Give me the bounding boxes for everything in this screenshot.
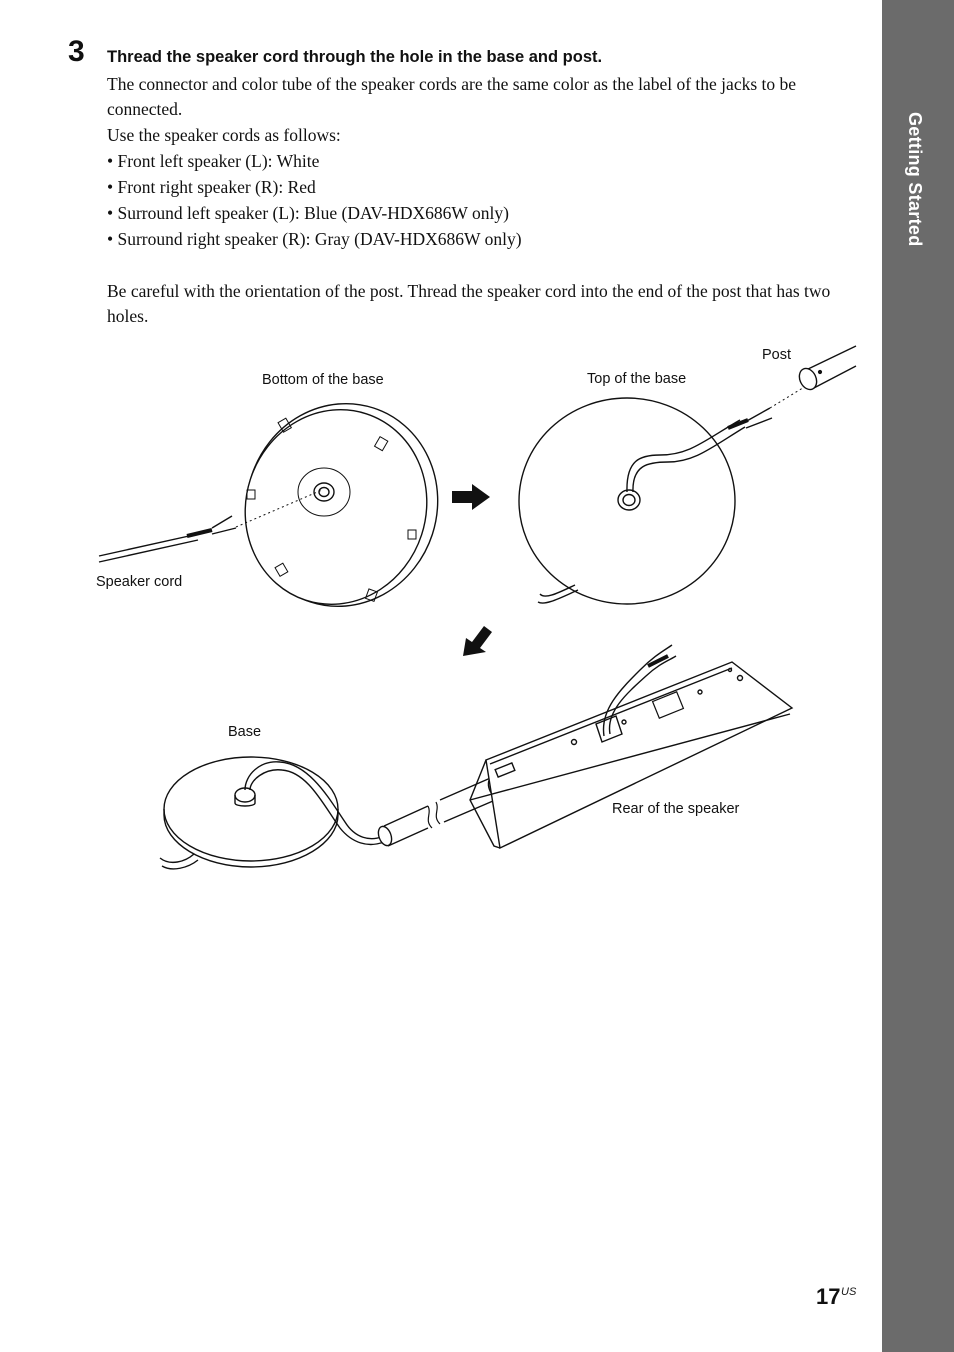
arrow-down-left-icon	[463, 626, 492, 656]
label-top-of-base: Top of the base	[587, 371, 687, 387]
page-number: 17	[816, 1284, 841, 1309]
base-top-view	[519, 346, 856, 604]
label-base: Base	[228, 724, 262, 740]
bullet-item: • Front left speaker (L): White	[107, 151, 320, 171]
page-region-suffix: US	[841, 1286, 857, 1298]
bullet-item: • Surround left speaker (L): Blue (DAV-HDX686W only)	[107, 203, 509, 223]
intro-paragraph: The connector and color tube of the speaker cords are the same color as the label of the jacks to be connected.	[107, 74, 797, 119]
bullet-item: • Front right speaker (R): Red	[107, 177, 316, 197]
step-heading: Thread the speaker cord through the hole in the base and post.	[107, 48, 603, 66]
base-bottom-view	[99, 379, 464, 632]
speaker-assembly	[160, 645, 792, 869]
arrow-right-icon	[452, 484, 490, 510]
caution-paragraph: Be careful with the orientation of the post. Thread the speaker cord into the end of the post that has two holes.	[107, 281, 831, 326]
label-post: Post	[762, 347, 792, 363]
label-bottom-of-base: Bottom of the base	[262, 372, 384, 388]
section-tab-label: Getting Started	[905, 112, 925, 247]
step-number: 3	[68, 35, 85, 68]
usage-intro: Use the speaker cords as follows:	[107, 125, 341, 145]
label-rear-of-speaker: Rear of the speaker	[612, 801, 740, 817]
bullet-item: • Surround right speaker (R): Gray (DAV-HDX686W only)	[107, 229, 522, 249]
label-speaker-cord: Speaker cord	[96, 574, 183, 590]
